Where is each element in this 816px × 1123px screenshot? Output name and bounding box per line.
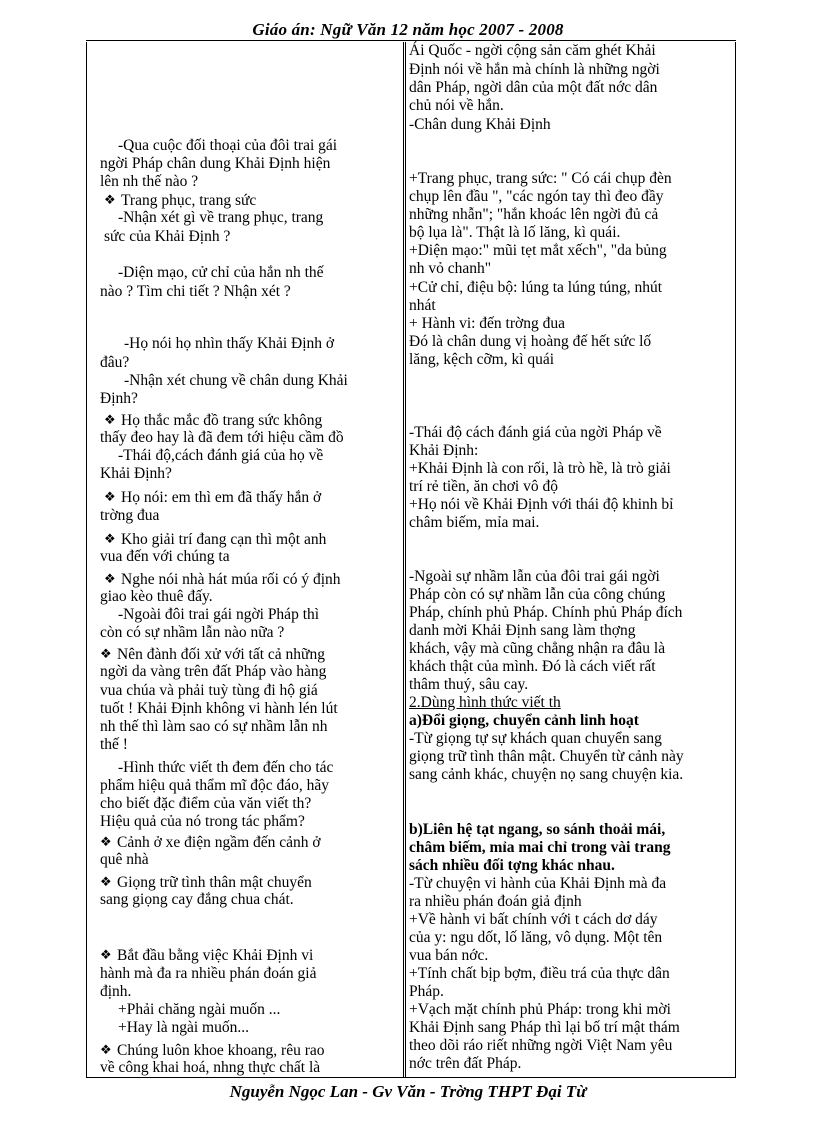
bullet-line: ❖ Cảnh ở xe điện ngầm đến cảnh ở (100, 834, 321, 851)
text-line: +Trang phục, trang sức: " Có cái chụp đèn (409, 170, 672, 187)
text-line: Đó là chân dung vị hoàng đế hết sức lố (409, 333, 652, 350)
text-line: vua bán nớc. (409, 947, 489, 964)
text-line: -Từ giọng tự sự khách quan chuyển sang (409, 730, 662, 747)
text-line: +Khải Định là con rối, là trò hề, là trò giải (409, 460, 671, 477)
text-line: nớc trên đất Pháp. (409, 1055, 522, 1072)
text-line: + Hành vi: đến trờng đua (409, 315, 565, 332)
text-line: +Diện mạo:" mũi tẹt mắt xếch", "da bủng (409, 242, 667, 259)
text-line: ngời Pháp chân dung Khải Định hiện (100, 155, 331, 172)
text-line: tuốt ! Khải Định không vi hành lén lút (100, 700, 338, 717)
text-line: cho biết đặc điểm của văn viết th? (100, 795, 312, 812)
subsection-heading: sách nhiều đối tợng khác nhau. (409, 857, 615, 874)
text-line: Định? (100, 390, 138, 407)
bullet-icon: ❖ (104, 571, 116, 586)
subsection-heading: châm biếm, mỉa mai chỉ trong vài trang (409, 839, 671, 856)
text-line: nh vỏ chanh" (409, 260, 492, 277)
text-line: Hiệu quả của nó trong tác phẩm? (100, 813, 305, 830)
text-line: -Nhận xét gì về trang phục, trang (118, 209, 324, 226)
bullet-icon: ❖ (104, 192, 116, 207)
text-line: Khải Định: (409, 442, 479, 459)
text-line: khách thật của mình. Đó là cách viết rất (409, 658, 656, 675)
text-line: +Họ nói về Khải Định với thái độ khinh bỉ (409, 496, 674, 513)
text-line: +Về hành vi bất chính với t cách dơ dáy (409, 911, 658, 928)
bullet-icon: ❖ (104, 412, 116, 427)
text-line: quê nhà (100, 851, 149, 868)
text-line: khách, vậy mà cũng chẳng nhận ra đâu là (409, 640, 666, 657)
text-line: định. (100, 983, 132, 1000)
text-line: còn có sự nhầm lẫn nào nữa ? (100, 624, 285, 641)
text-line: thế ! (100, 736, 128, 753)
bullet-line: ❖ Kho giải trí đang cạn thì một anh (104, 531, 327, 548)
text-line: Ái Quốc - ngời cộng sản căm ghét Khải (409, 42, 656, 59)
text-line: -Nhận xét chung về chân dung Khải (124, 372, 348, 389)
text-line: danh mời Khải Định sang làm thợng (409, 622, 636, 639)
text-line: thấy đeo hay là đã đem tới hiệu cầm đồ (100, 429, 344, 446)
text-line: Pháp còn có sự nhầm lẫn của công chúng (409, 586, 666, 603)
text-line: sang giọng cay đắng chua chát. (100, 891, 294, 908)
text-line: -Chân dung Khải Định (409, 116, 551, 133)
text-line: +Phải chăng ngài muốn ... (118, 1001, 281, 1018)
text-line: +Tính chất bịp bợm, điều trá của thực dân (409, 965, 670, 982)
bullet-line: ❖ Giọng trữ tình thân mật chuyển (100, 874, 312, 891)
text-line: Pháp, chính phủ Pháp. Chính phủ Pháp đích (409, 604, 683, 621)
section-heading: 2.Dùng hình thức viết th (409, 694, 561, 711)
text-line: bộ lụa là". Thật là lố lăng, kì quái. (409, 224, 621, 241)
text-line: sang cảnh khác, chuyện nọ sang chuyện kia. (409, 766, 684, 783)
text-line: chủ nói về hắn. (409, 97, 504, 114)
bullet-icon: ❖ (100, 834, 112, 849)
text-line: đâu? (100, 354, 130, 371)
text-line: ngời da vàng trên đất Pháp vào hàng (100, 663, 327, 680)
left-column (100, 0, 398, 1076)
text-line: phẩm hiệu quả thẩm mĩ độc đáo, hãy (100, 777, 329, 794)
text-line: sức của Khải Định ? (104, 228, 231, 245)
bullet-line: ❖ Bắt đầu bằng việc Khải Định vi (100, 947, 314, 964)
text-line: -Ngoài sự nhầm lẫn của đôi trai gái ngời (409, 568, 660, 585)
text-line: Định nói về hắn mà chính là những ngời (409, 61, 660, 78)
text-line: những nhẫn"; "hắn khoác lên ngời đủ cả (409, 206, 659, 223)
page-footer: Nguyễn Ngọc Lan - Gv Văn - Trờng THPT Đại Từ (229, 1082, 587, 1101)
text-line: nào ? Tìm chi tiết ? Nhận xét ? (100, 283, 291, 300)
text-line: +Cử chỉ, điệu bộ: lúng ta lúng túng, nhút (409, 279, 663, 296)
text-line: -Hình thức viết th đem đến cho tác (118, 759, 334, 776)
text-line: Khải Định? (100, 465, 172, 482)
text-line: nhát (409, 297, 436, 314)
subsection-heading: a)Đổi giọng, chuyển cảnh linh hoạt (409, 712, 639, 729)
text-line: trí rẻ tiền, ăn chơi vô độ (409, 478, 558, 495)
bullet-line: ❖ Họ thắc mắc đồ trang sức không (104, 412, 323, 429)
text-line: Khải Định sang Pháp thì lại bố trí mật thám (409, 1019, 680, 1036)
text-line: châm biếm, mỉa mai. (409, 514, 540, 531)
text-line: -Diện mạo, cử chỉ của hắn nh thế (118, 264, 324, 281)
right-column (409, 0, 734, 1076)
text-line: ra nhiều phán đoán giả định (409, 893, 582, 910)
bullet-line: ❖ Nên đành đối xử với tất cả những (100, 646, 325, 663)
text-line: lăng, kệch cỡm, kì quái (409, 351, 555, 368)
text-line: giao kèo thuê đấy. (100, 588, 213, 605)
text-line: -Thái độ,cách đánh giá của họ về (118, 447, 324, 464)
text-line: thâm thuý, sâu cay. (409, 676, 529, 693)
text-line: Pháp. (409, 983, 444, 1000)
bullet-line: ❖ Trang phục, trang sức (104, 192, 257, 209)
page-header: Giáo án: Ngữ Văn 12 năm học 2007 - 2008 (252, 20, 564, 39)
text-line: về công khai hoá, nhng thực chất là (100, 1059, 321, 1076)
footer-rule (86, 1077, 736, 1078)
bullet-icon: ❖ (100, 1042, 112, 1057)
column-divider (403, 42, 406, 1077)
text-line: -Thái độ cách đánh giá của ngời Pháp về (409, 424, 662, 441)
bullet-icon: ❖ (100, 947, 112, 962)
text-line: dân Pháp, ngời dân của một đất nớc dân (409, 79, 658, 96)
text-line: vua chúa và phải tuỳ tùng đi hộ giá (100, 682, 318, 699)
text-line: của y: ngu dốt, lố lăng, vô dụng. Một tên (409, 929, 663, 946)
text-line: nh thế thì làm sao có sự nhầm lẫn nh (100, 718, 328, 735)
text-line: lên nh thế nào ? (100, 173, 199, 190)
text-line: -Qua cuộc đối thoại của đôi trai gái (118, 137, 338, 154)
text-line: -Ngoài đôi trai gái ngời Pháp thì (118, 606, 320, 623)
text-line: -Họ nói họ nhìn thấy Khải Định ở (124, 335, 335, 352)
text-line: trờng đua (100, 507, 160, 524)
bullet-line: ❖ Chúng luôn khoe khoang, rêu rao (100, 1042, 325, 1059)
text-line: -Từ chuyện vi hành của Khải Định mà đa (409, 875, 667, 892)
text-line: chụp lên đầu ", "các ngón tay thì đeo đầy (409, 188, 664, 205)
text-line: theo dõi ráo riết những ngời Việt Nam yêu (409, 1037, 673, 1054)
subsection-heading: b)Liên hệ tạt ngang, so sánh thoải mái, (409, 821, 666, 838)
bullet-icon: ❖ (100, 874, 112, 889)
text-line: vua đến với chúng ta (100, 548, 230, 565)
bullet-line: ❖ Họ nói: em thì em đã thấy hắn ở (104, 489, 322, 506)
text-line: +Vạch mặt chính phủ Pháp: trong khi mời (409, 1001, 671, 1018)
bullet-line: ❖ Nghe nói nhà hát múa rối có ý định (104, 571, 341, 588)
bullet-icon: ❖ (104, 489, 116, 504)
bullet-icon: ❖ (100, 646, 112, 661)
text-line: giọng trữ tình thân mật. Chuyển từ cảnh này (409, 748, 684, 765)
bullet-icon: ❖ (104, 531, 116, 546)
text-line: hành mà đa ra nhiều phán đoán giả (100, 965, 317, 982)
text-line: +Hay là ngài muốn... (118, 1019, 249, 1036)
